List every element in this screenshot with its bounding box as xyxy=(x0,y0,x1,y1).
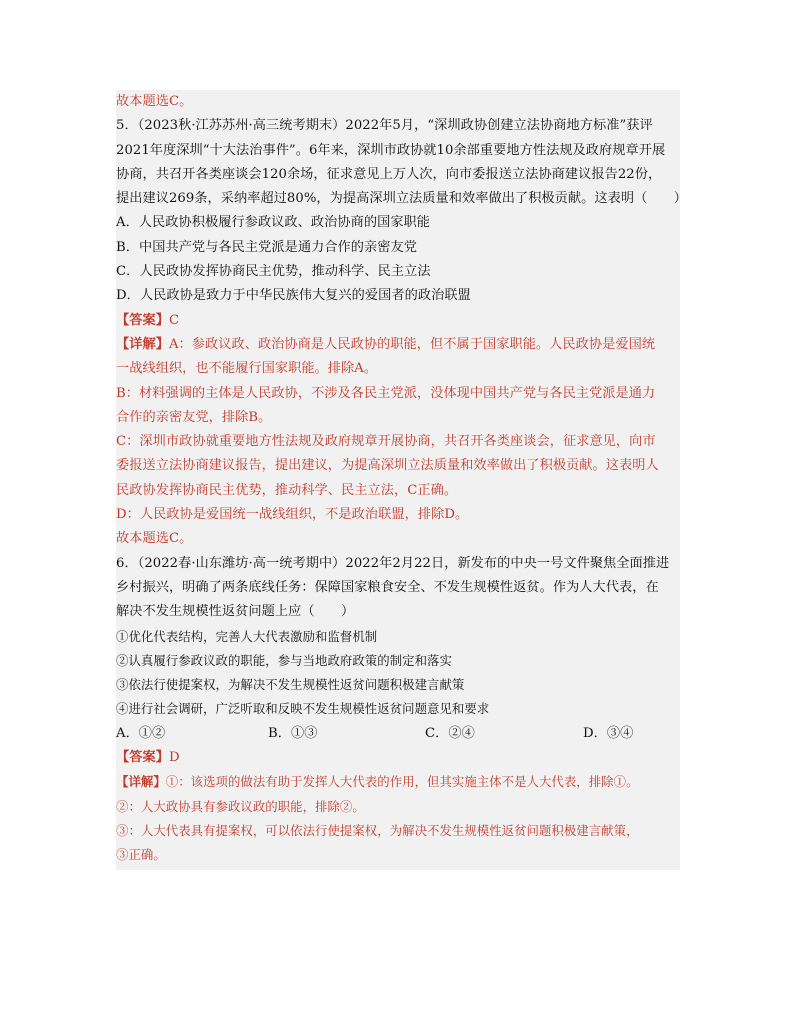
question-5 xyxy=(116,114,688,551)
q5-stem-line: 协商，共召开各类座谈会120余场，征求意见上万人次，向市委报送立法协商建议报告22份， xyxy=(116,166,662,182)
q6-choice-c: C．②④ xyxy=(425,725,475,741)
q5-stem-line: 2021年度深圳“十大法治事件”。6年来，深圳市政协就10余部重要地方性法规及政府规章开展 xyxy=(116,142,666,158)
q5-detail-line: B：材料强调的主体是人民政协，不涉及各民主党派，没体现中国共产党与各民主党派是通力 xyxy=(116,385,656,401)
question-6 xyxy=(116,552,680,870)
q6-item: ②认真履行参政议政的职能，参与当地政府政策的制定和落实 xyxy=(116,652,452,668)
q5-detail-line xyxy=(116,333,680,357)
q6-detail-line: ③：人大代表具有提案权，可以依法行使提案权，为解决不发生规模性返贫问题积极建言献策， xyxy=(116,822,639,838)
q6-choices xyxy=(116,722,680,746)
q5-conclusion: 故本题选C。 xyxy=(116,531,193,547)
q6-item: ①优化代表结构，完善人大代表激励和监督机制 xyxy=(116,628,378,644)
q5-option-d: D．人民政协是致力于中华民族伟大复兴的爱国者的政治联盟 xyxy=(116,288,471,304)
q5-option-a: A．人民政协积极履行参政议政、政治协商的国家职能 xyxy=(116,215,431,231)
q6-answer xyxy=(116,746,680,770)
answer-value: D xyxy=(168,750,180,766)
q5-stem-line: 提出建议269条，采纳率超过80%，为提高深圳立法质量和效率做出了积极贡献。这表明（ ） xyxy=(116,191,688,207)
q5-detail-line: 合作的亲密友党，排除B。 xyxy=(116,409,272,425)
q6-detail-line xyxy=(116,770,680,794)
q5-detail-line: 民政协发挥协商民主优势，推动科学、民主立法，C正确。 xyxy=(116,482,458,498)
answer-tag: 【答案】 xyxy=(116,312,169,328)
q6-detail-line: ③正确。 xyxy=(116,847,166,863)
q5-detail-line: 委报送立法协商建议报告，提出建议，为提高深圳立法质量和效率做出了积极贡献。这表明人 xyxy=(116,458,659,474)
answer-tag: 【答案】 xyxy=(116,750,169,766)
detail-text: ①：该选项的做法有助于发挥人大代表的作用，但其实施主体不是人大代表，排除①。 xyxy=(165,774,639,790)
answer-value: C xyxy=(168,312,180,328)
document-page xyxy=(116,90,688,870)
q6-item: ④进行社会调研，广泛听取和反映不发生规模性返贫问题意见和要求 xyxy=(116,701,490,717)
q5-detail-line: C：深圳市政协就重要地方性法规及政府规章开展协商，共召开各类座谈会，征求意见，向市 xyxy=(116,434,656,450)
detail-tag: 【详解】 xyxy=(116,774,166,790)
q5-stem-line: 5．（2023秋·江苏苏州·高三统考期末）2022年5月，“深圳政协创建立法协商地方标准”获评 xyxy=(116,118,653,134)
q5-detail-line: D：人民政协是爱国统一战线组织，不是政治联盟，排除D。 xyxy=(116,507,469,523)
q6-stem-line: 6．（2022春·山东潍坊·高一统考期中）2022年2月22日，新发布的中央一号文件聚焦全面推进 xyxy=(116,555,670,571)
detail-text: A：参政议政、政治协商是人民政协的职能，但不属于国家职能。人民政协是爱国统 xyxy=(168,336,656,352)
q6-stem-line: 乡村振兴，明确了两条底线任务：保障国家粮食安全、不发生规模性返贫。作为人大代表，在 xyxy=(116,579,659,595)
q5-option-c: C．人民政协发挥协商民主优势，推动科学、民主立法 xyxy=(116,264,431,280)
q4-conclusion: 故本题选C。 xyxy=(116,94,193,109)
q6-choice-b: B．①③ xyxy=(268,725,318,741)
q5-option-b: B．中国共产党与各民主党派是通力合作的亲密友党 xyxy=(116,239,417,255)
q5-detail-line: 一战线组织，也不能履行国家职能。排除A。 xyxy=(116,361,378,377)
q6-choice-d: D．③④ xyxy=(583,725,634,741)
detail-tag: 【详解】 xyxy=(116,336,169,352)
q5-answer xyxy=(116,309,680,333)
q6-detail-line: ②：人大政协具有参政议政的职能，排除②。 xyxy=(116,798,365,814)
q6-item: ③依法行使提案权，为解决不发生规模性返贫问题积极建言献策 xyxy=(116,677,465,693)
q6-stem-line: 解决不发生规模性返贫问题上应（ ） xyxy=(116,604,355,620)
q6-choice-a: A．①② xyxy=(116,725,166,741)
